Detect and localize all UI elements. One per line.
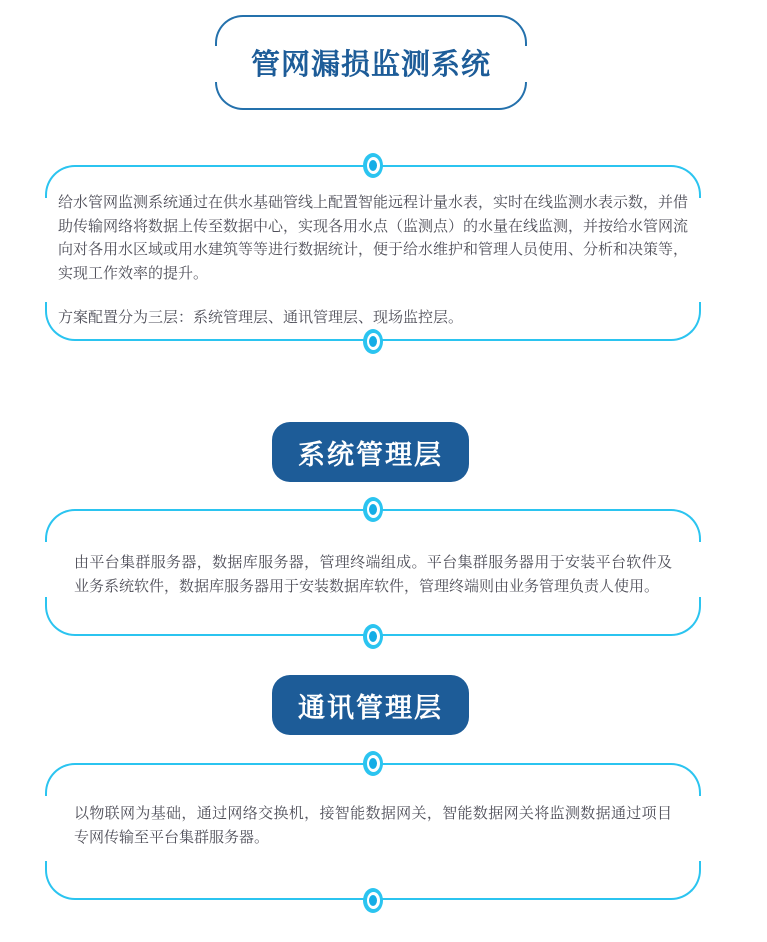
intro-paragraph-2: 方案配置分为三层：系统管理层、通讯管理层、现场监控层。 — [58, 309, 464, 326]
system-management-text: 由平台集群服务器，数据库服务器，管理终端组成。平台集群服务器用于安装平台软件及业务系统软件，数据库服务器用于安装数据库软件，管理终端则由业务管理负责人使用。 — [74, 554, 672, 595]
intro-box — [45, 165, 701, 341]
connector-dot-core — [369, 336, 377, 347]
connector-dot-core — [369, 504, 377, 515]
layer-button-label: 通讯管理层 — [298, 692, 443, 723]
connector-dot-ring — [367, 501, 380, 518]
connector-dot-core — [369, 631, 377, 642]
connector-dot-icon — [363, 888, 383, 913]
layer-button-system-management[interactable] — [272, 422, 469, 482]
communication-management-text: 以物联网为基础，通过网络交换机，接智能数据网关，智能数据网关将监测数据通过项目专网传输至平台集群服务器。 — [74, 805, 672, 846]
connector-dot-icon — [363, 329, 383, 354]
connector-dot-ring — [367, 892, 380, 909]
connector-dot-ring — [367, 755, 380, 772]
connector-dot-core — [369, 895, 377, 906]
layer-button-communication-management[interactable] — [272, 675, 469, 735]
connector-dot-ring — [367, 628, 380, 645]
intro-paragraph-1: 给水管网监测系统通过在供水基础管线上配置智能远程计量水表，实时在线监测水表示数，并借助传输网络将数据上传至数据中心，实现各用水点（监测点）的水量在线监测，并按给水管网流向对各用水区域或用水建筑等等进行数据统计，便于给水维护和管理人员使用、分析和决策等，实现工作效率的提升。 — [58, 194, 689, 282]
layer-button-label: 系统管理层 — [298, 439, 443, 470]
title-frame-bottom — [215, 82, 527, 110]
connector-dot-core — [369, 160, 377, 171]
system-management-box — [45, 509, 701, 636]
connector-dot-icon — [363, 497, 383, 522]
page-title: 管网漏损监测系统 — [250, 49, 491, 81]
connector-dot-ring — [367, 333, 380, 350]
connector-dot-ring — [367, 157, 380, 174]
connector-dot-icon — [363, 153, 383, 178]
system-title-box — [215, 15, 527, 110]
connector-dot-core — [369, 758, 377, 769]
connector-dot-icon — [363, 751, 383, 776]
connector-dot-icon — [363, 624, 383, 649]
communication-management-box — [45, 763, 701, 900]
